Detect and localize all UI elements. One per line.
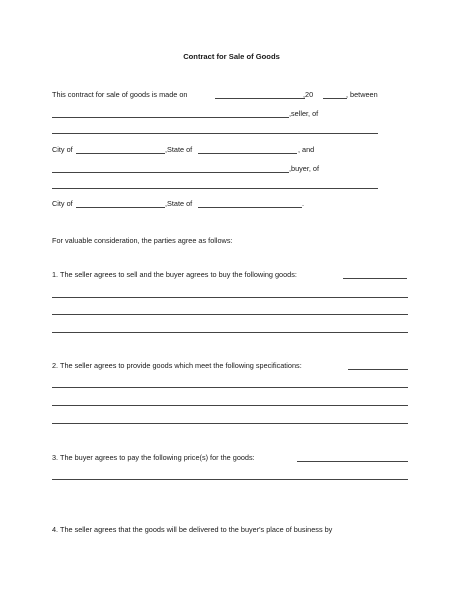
seller-city-label: City of: [52, 145, 73, 154]
period-text: .: [302, 199, 305, 208]
clause-1-text: 1. The seller agrees to sell and the buyer agrees to buy the following goods:: [52, 270, 297, 279]
seller-address-blank[interactable]: [52, 133, 378, 134]
buyer-city-label: City of: [52, 199, 73, 208]
clause-3-blank-line[interactable]: [52, 479, 408, 480]
buyer-state-label: ,State of: [165, 199, 193, 208]
made-on-text: This contract for sale of goods is made on: [52, 90, 188, 99]
clause-3-inline-blank[interactable]: [297, 461, 408, 462]
buyer-address-blank[interactable]: [52, 188, 378, 189]
clause-2-text: 2. The seller agrees to provide goods which meet the following specifications:: [52, 361, 302, 370]
seller-of-text: ,seller, of: [289, 109, 319, 118]
year-blank[interactable]: [323, 98, 347, 99]
clause-4-text: 4. The seller agrees that the goods will be delivered to the buyer's place of business by: [52, 525, 333, 534]
clause-2-blank-line[interactable]: [52, 405, 408, 406]
clause-3-text: 3. The buyer agrees to pay the following price(s) for the goods:: [52, 453, 255, 462]
clause-2-blank-line[interactable]: [52, 387, 408, 388]
clause-1-inline-blank[interactable]: [343, 278, 407, 279]
clause-1-blank-line[interactable]: [52, 314, 408, 315]
buyer-city-blank[interactable]: [76, 207, 165, 208]
seller-state-blank[interactable]: [198, 153, 297, 154]
seller-city-blank[interactable]: [76, 153, 165, 154]
clause-1-blank-line[interactable]: [52, 332, 408, 333]
seller-state-label: ,State of: [165, 145, 193, 154]
consideration-text: For valuable consideration, the parties agree as follows:: [52, 236, 233, 245]
buyer-of-text: ,buyer, of: [289, 164, 320, 173]
date-blank[interactable]: [215, 98, 305, 99]
document-title: Contract for Sale of Goods: [183, 52, 280, 61]
buyer-name-blank[interactable]: [52, 172, 289, 173]
and-text: , and: [298, 145, 315, 154]
year-prefix-text: ,20: [303, 90, 314, 99]
seller-name-blank[interactable]: [52, 117, 289, 118]
clause-2-inline-blank[interactable]: [348, 369, 408, 370]
clause-1-blank-line[interactable]: [52, 297, 408, 298]
buyer-state-blank[interactable]: [198, 207, 302, 208]
between-text: , between: [346, 90, 378, 99]
clause-2-blank-line[interactable]: [52, 423, 408, 424]
